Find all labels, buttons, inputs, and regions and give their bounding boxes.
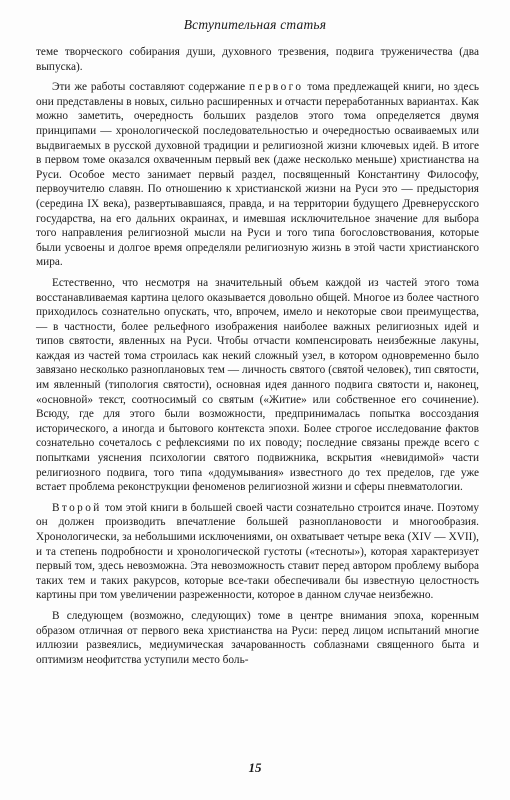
paragraph-second-volume	[36, 501, 479, 603]
paragraph-lead: Эти же работы составляют содержание	[52, 81, 249, 94]
emphasized-word: Второй	[52, 501, 102, 514]
paragraph-first-volume	[36, 80, 479, 270]
paragraph-continuation	[36, 45, 479, 74]
paragraph-text: теме творческого собирания души, духовного трезвения, подвига труженичества (два выпуска).	[36, 46, 479, 73]
page-number: 15	[248, 760, 262, 775]
body-text	[36, 45, 479, 667]
running-head: Вступительная статья	[183, 17, 327, 32]
paragraph-overview	[36, 276, 479, 495]
paragraph-next-volume	[36, 609, 479, 667]
paragraph-text: В следующем (возможно, следующих) томе в центре внимания эпоха, коренным образом отличная от первого века христианства на Руси: перед лицом испытаний многие иллюзии развеялись, медиумическая зачарованность соблазнами священного быта и оптимизм неофитства уступили место боль-	[36, 609, 479, 666]
paragraph-text: Естественно, что несмотря на значительный объем каждой из частей этого тома восстанавливаемая картина целого оказывается довольно общей. Многое из более частного приходилось сознательно опускать, что, впрочем, имело и некоторые свои преимущества, — в частности, более рельефного изображения наиболее важных религиозных идей и типов святости, явленных на Руси. Чтобы отчасти компенсировать неизбежные лакуны, каждая из частей тома строилась как некий сложный узел, в котором одновременно было завязано несколько разноплановых тем — личность святого (святой человек), тип святости, им явленный (типология святости), основная идея данного подвига святости и, наконец, «основной» текст, соотносимый со святым («Житие» или собственное его сочинение). Всюду, где для этого были возможности, предпринималась попытка воссоздания исторического, а иногда и бытового контекста эпохи. Более строгое исследование фактов сознательно сочеталось с рефлексиями по их поводу; последние связаны прежде всего с попытками уяснения психологии святого подвижника, вскрытия «невидимой» части религиозного подвига, того типа «додумывания» известного до тех пределов, где уже встает проблема реконструкции феноменов религиозной жизни и сферы пневматологии.	[36, 276, 479, 494]
emphasized-word: первого	[249, 81, 304, 94]
paragraph-text: том этой книги в большей своей части сознательно строится иначе. Поэтому он должен производить впечатление большей разноплановости и многообразия. Хронологически, за небольшими исключениями, он охватывает четыре века (XIV — XVII), и та степень подробности и хронологической густоты («тесноты»), которая характеризует первый том, здесь невозможна. Эта невозможность ставит перед автором проблему выбора таких тем и таких ракурсов, которые все-таки обеспечивали бы известную целостность картины при том увеличении разреженности, которое в данном случае неизбежно.	[36, 501, 479, 602]
paragraph-text: тома предлежащей книги, но здесь они представлены в новых, сильно расширенных и отчасти переработанных вариантах. Как можно заметить, очередность больших разделов этого тома определяется двумя принципами — хронологической последовательностью и очередностью осваиваемых или выдвигаемых в русской духовной традиции и религиозной жизни ключевых идей. В итоге в первом томе оказался охваченным первый век (даже несколько меньше) христианства на Руси. Особое место занимает первый раздел, посвященный Константину Философу, первоучителю славян. По отношению к христианской жизни на Руси это — предыстория (середина IX века), развертывавшаяся, правда, и на территории будущего Древнерусского государства, на его дальних окраинах, и имевшая исключительное значение для выбора того направления религиозной мысли на Руси и того типа богословствования, которые были усвоены и долгое время определяли религиозную жизнь в этой части христианского мира.	[36, 81, 479, 269]
